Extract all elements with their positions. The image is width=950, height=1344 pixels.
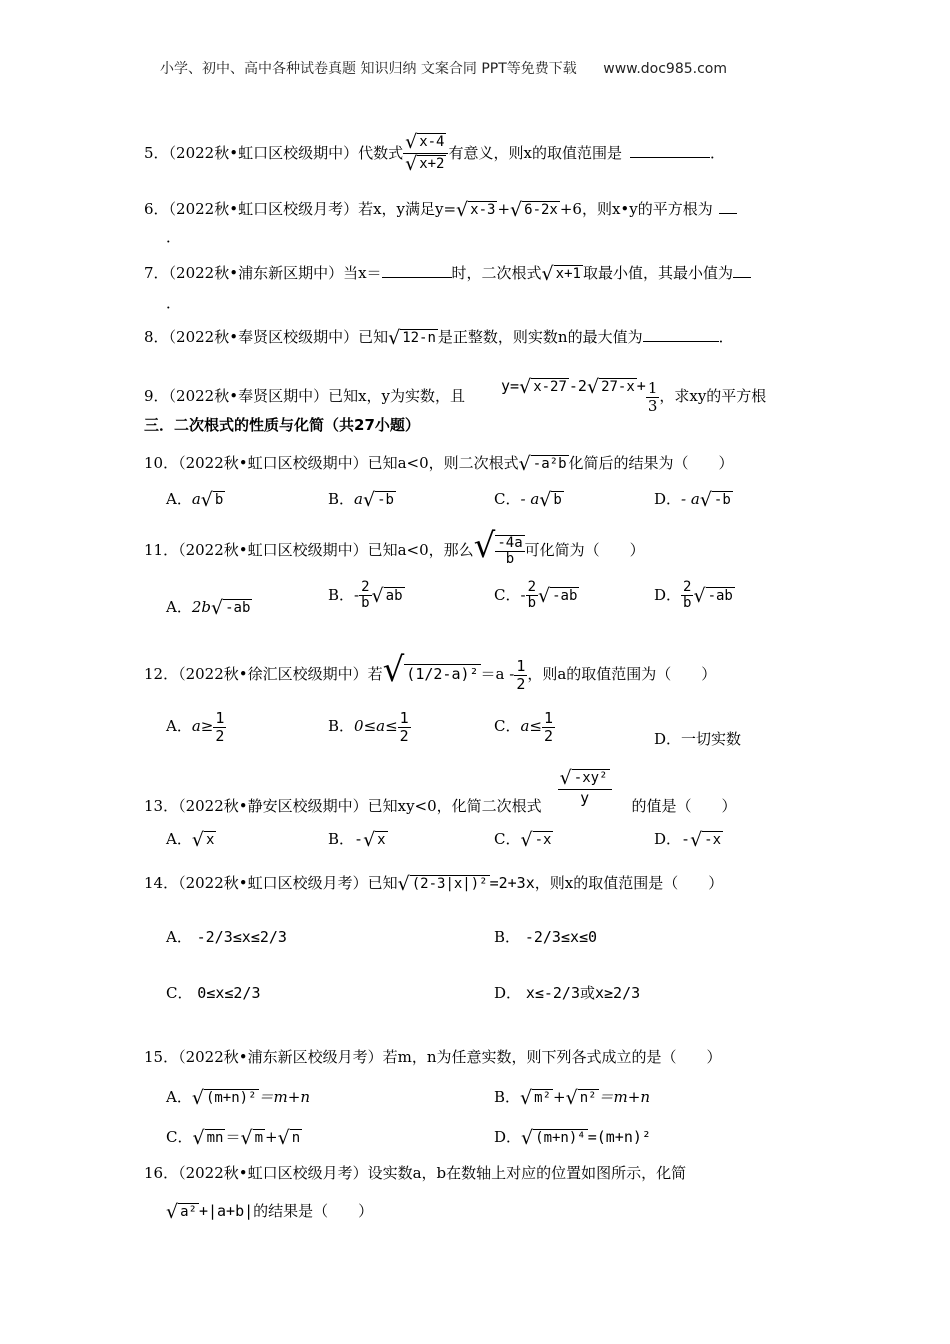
question-14: 14．（2022秋•虹口区校级月考）已知√ (2-3|x|)² =2+3x，则x的取值范围是（ ） xyxy=(144,873,724,895)
q13-option-a[interactable]: A．√ x xyxy=(166,829,215,851)
q14-option-b[interactable]: B． -2/3≤x≤0 xyxy=(494,928,598,946)
q11-option-b[interactable]: B．- $\frac{2}{b}$ √ ab xyxy=(328,579,403,612)
q14-option-d[interactable]: D． x≤-2/3或x≥2/3 xyxy=(494,984,641,1002)
question-5: 5．（2022秋•虹口区校级期中）代数式 $\frac{√ x-4}{√ x+2}$ 有意义，则x的取值范围是 ． xyxy=(144,131,725,175)
q13-option-b[interactable]: B．-√ x xyxy=(328,829,386,851)
question-12: 12．（2022秋•徐汇区校级期中）若√ (1/2-a)² ＝a - $\frac{1}{2}$ ，则a的取值范围为（ ） xyxy=(144,650,717,693)
q12-option-c[interactable]: C．a≤ $\frac{1}{2}$ xyxy=(494,709,554,745)
question-6: 6．（2022秋•虹口区校级月考）若x，y满足y=√ x-3 +√ 6-2x +6，则x•y的平方根为 xyxy=(144,198,737,221)
q11-option-a[interactable]: A．2b√ -ab xyxy=(166,597,251,619)
q12-option-d[interactable]: D．一切实数 xyxy=(654,730,742,748)
question-9: 9．（2022秋•奉贤区期中）已知x，y为实数，且y=√ x-27 -2√ 27-x + $\frac{1}{3}$ ，求xy的平方根 xyxy=(144,376,767,415)
q14-option-a[interactable]: A． -2/3≤x≤2/3 xyxy=(166,928,287,946)
answer-blank[interactable] xyxy=(719,213,737,214)
q12-option-a[interactable]: A．a≥ $\frac{1}{2}$ xyxy=(166,709,225,745)
q13-option-c[interactable]: C．√ -x xyxy=(494,829,552,851)
question-7: 7．（2022秋•浦东新区期中）当x＝ 时，二次根式√ x+1 取最小值，其最小值为 xyxy=(144,262,751,285)
q12-option-b[interactable]: B．0≤a≤ $\frac{1}{2}$ xyxy=(328,709,409,745)
q10-option-b[interactable]: B．a√ -b xyxy=(328,489,394,511)
q10-option-d[interactable]: D．- a√ -b xyxy=(654,489,731,511)
question-16: 16．（2022秋•虹口区校级月考）设实数a，b在数轴上对应的位置如图所示，化简 xyxy=(144,1164,687,1182)
q10-option-a[interactable]: A．a√ b xyxy=(166,489,224,511)
q15-option-c[interactable]: C．√ mn ＝√ m +√ n xyxy=(166,1127,301,1149)
q13-option-d[interactable]: D．-√ -x xyxy=(654,829,722,851)
q10-option-c[interactable]: C．- a√ b xyxy=(494,489,562,511)
question-13: 13．（2022秋•静安区校级期中）已知xy<0，化简二次根式 $\frac{\text{√ -xy²}}{y}$ 的值是（ ） xyxy=(144,767,737,815)
q15-option-b[interactable]: B．√ m² +√ n² ＝m+n xyxy=(494,1087,650,1109)
question-11: 11．（2022秋•虹口区校级期中）已知a<0，那么√ $\frac{-4a}{b}$ 可化简为（ ） xyxy=(144,526,645,567)
answer-blank[interactable] xyxy=(733,277,751,278)
q5-fraction: $\frac{√ x-4}{√ x+2}$ xyxy=(403,132,448,175)
answer-blank[interactable] xyxy=(643,341,719,342)
question-10: 10．（2022秋•虹口区校级期中）已知a<0，则二次根式√ -a²b 化简后的结果为（ ） xyxy=(144,453,734,475)
answer-blank[interactable] xyxy=(630,157,710,158)
header-site-text: 小学、初中、高中各种试卷真题 知识归纳 文案合同 PPT等免费下载 xyxy=(160,61,577,77)
q11-option-d[interactable]: D． $\frac{2}{b}$ √ -ab xyxy=(654,579,733,612)
question-15: 15．（2022秋•浦东新区校级月考）若m，n为任意实数，则下列各式成立的是（ ） xyxy=(144,1048,722,1066)
page-header xyxy=(160,58,727,78)
q14-option-c[interactable]: C． 0≤x≤2/3 xyxy=(166,984,261,1002)
header-url[interactable]: www.doc985.com xyxy=(603,61,727,77)
q11-option-c[interactable]: C．- $\frac{2}{b}$ √ -ab xyxy=(494,579,578,612)
question-16-line2: √ a² +|a+b|的结果是（ ） xyxy=(166,1201,374,1223)
answer-blank[interactable] xyxy=(382,277,452,278)
question-8: 8．（2022秋•奉贤区校级期中）已知√ 12-n 是正整数，则实数n的最大值为 ． xyxy=(144,327,734,349)
q15-option-d[interactable]: D．√ (m+n)⁴ =(m+n)² xyxy=(494,1127,651,1149)
q15-option-a[interactable]: A．√ (m+n)² ＝m+n xyxy=(166,1087,310,1109)
section-heading: 三．二次根式的性质与化简（共27小题） xyxy=(144,416,420,434)
